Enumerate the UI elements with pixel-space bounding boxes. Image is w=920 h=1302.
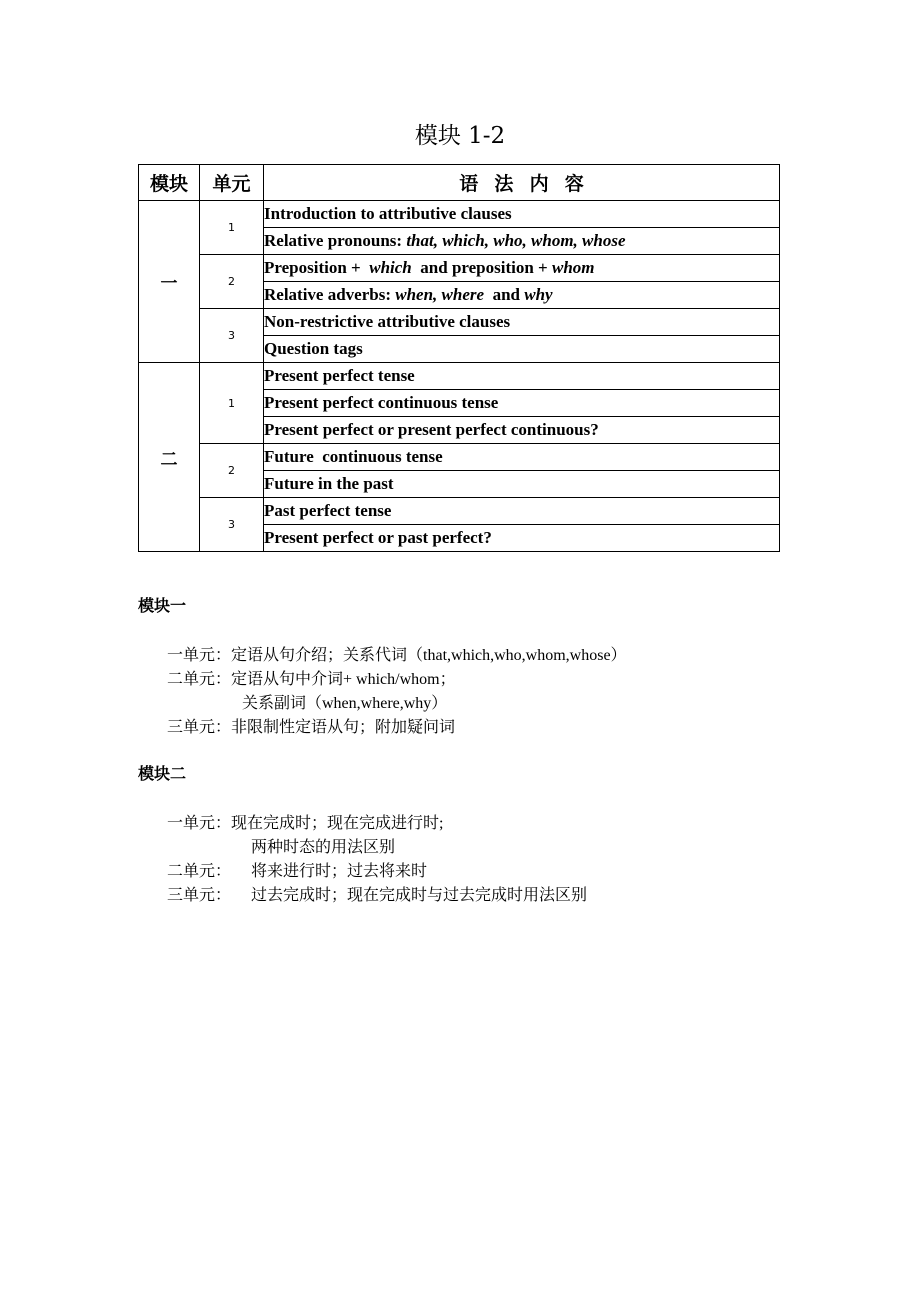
grammar-text: Present perfect continuous tense [264,393,499,412]
grammar-content-cell [264,255,780,282]
unit-text: 将来进行时；过去将来时 [251,863,428,880]
table-row [139,255,780,282]
grammar-content-cell [264,525,780,552]
grammar-content-cell [264,228,780,255]
unit-cell: 3 [200,309,264,363]
grammar-term-italic: whom [552,258,595,277]
table-row [139,363,780,390]
unit-text: 定语从句中介词+ which/whom； [231,671,456,688]
grammar-content-cell [264,498,780,525]
module2-unit2-line [138,860,838,884]
grammar-content-cell [264,309,780,336]
table-row [139,498,780,525]
grammar-term-italic: that, which, who, whom, whose [406,231,626,250]
unit-cell: 2 [200,444,264,498]
grammar-term-italic: why [524,285,553,304]
header-content-char: 语 [459,173,502,195]
grammar-text: Future in the past [264,474,394,493]
unit-text: 现在完成时；现在完成进行时; [231,815,444,832]
grammar-term-italic: when, where [395,285,485,304]
table-row [139,444,780,471]
page-title: 模块 1-2 [414,123,506,149]
unit-cell: 3 [200,498,264,552]
module1-unit3-line [138,716,838,740]
grammar-term-italic: which [369,258,412,277]
grammar-content-cell [264,336,780,363]
unit-cell: 1 [200,201,264,255]
grammar-table [138,164,780,552]
unit-cell: 1 [200,363,264,444]
unit-text: 过去完成时；现在完成时与过去完成时用法区别 [251,887,588,904]
unit-label: 二单元： [167,671,232,688]
grammar-text: Present perfect or past perfect? [264,528,492,547]
grammar-text: and [484,285,525,304]
table-header-row [139,165,780,201]
module1-title: 模块一 [138,596,187,615]
grammar-text: Preposition + [264,258,370,277]
grammar-content-cell [264,444,780,471]
header-grammar-content [264,165,780,201]
grammar-content-cell [264,417,780,444]
grammar-text: Relative pronouns: [264,231,407,250]
unit-label: 三单元： [167,719,232,736]
unit-label: 二单元： [167,863,232,880]
unit-cell: 2 [200,255,264,309]
header-module: 模块 [139,165,200,201]
grammar-text: Present perfect or present perfect continuous? [264,420,599,439]
module2-unit1-continuation: 两种时态的用法区别 [251,839,396,856]
grammar-text: Present perfect tense [264,366,415,385]
module-cell: 二 [139,363,200,552]
unit-text: 定语从句介绍；关系代词（that,which,who,whom,whose） [231,647,627,664]
table-row [139,309,780,336]
grammar-text: Future continuous tense [264,447,443,466]
grammar-content-cell [264,282,780,309]
module2-unit1-line [138,812,838,836]
grammar-content-cell [264,390,780,417]
header-content-char: 法 [494,173,537,195]
grammar-content-cell [264,363,780,390]
grammar-text: Past perfect tense [264,501,392,520]
module1-unit2-line [138,668,838,692]
grammar-content-cell [264,471,780,498]
unit-label: 一单元： [167,815,232,832]
module1-unit2-continuation: 关系副词（when,where,why） [242,695,448,712]
grammar-text: Question tags [264,339,363,358]
header-content-char: 内 [529,173,572,195]
module-cell: 一 [139,201,200,363]
module2-title: 模块二 [138,764,187,783]
module1-unit1-line [138,644,838,668]
unit-text: 非限制性定语从句；附加疑问词 [231,719,456,736]
module2-unit3-line [138,884,838,908]
grammar-content-cell [264,201,780,228]
grammar-text: Introduction to attributive clauses [264,204,512,223]
unit-label: 一单元： [167,647,232,664]
table-row [139,201,780,228]
grammar-text: and preposition + [411,258,552,277]
grammar-table-body [139,201,780,552]
grammar-text: Relative adverbs: [264,285,396,304]
grammar-text: Non-restrictive attributive clauses [264,312,511,331]
unit-label: 三单元： [167,887,232,904]
notes-section [138,592,838,908]
header-unit: 单元 [200,165,264,201]
header-content-char: 容 [564,173,607,195]
